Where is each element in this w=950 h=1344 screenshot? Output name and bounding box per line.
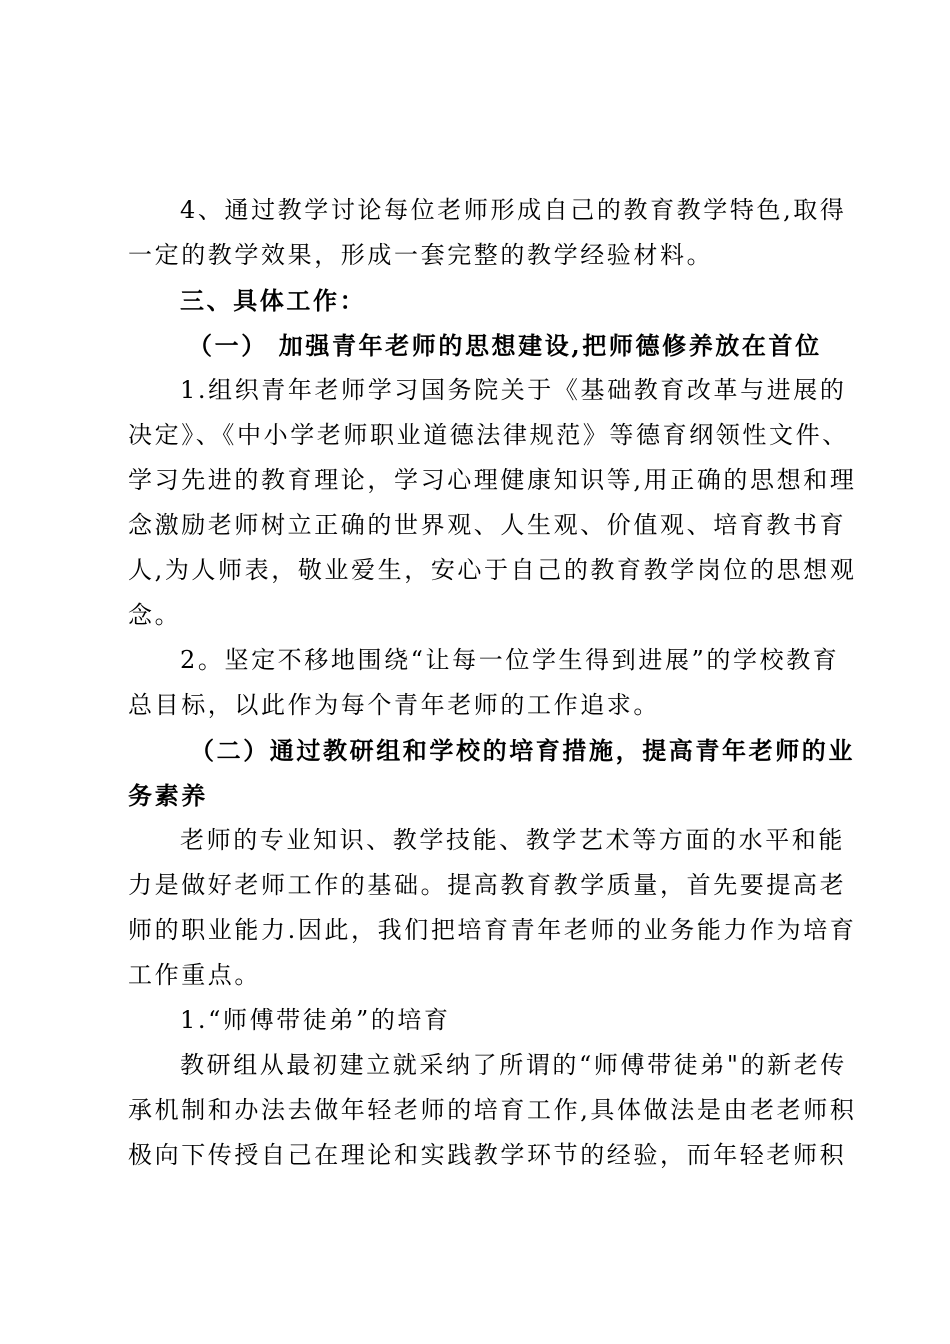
list-item-heading: 1.“师傅带徒弟”的培育 <box>180 1006 451 1034</box>
subsection-heading: （二）通过教研组和学校的培育措施，提高青年老师的业 <box>190 736 855 765</box>
paragraph-line: 1.组织青年老师学习国务院关于《基础教育改革与进展的 <box>180 376 847 404</box>
paragraph-line: 决定》、《中小学老师职业道德法律规范》等德育纲领性文件、 <box>128 421 849 449</box>
paragraph-line: 老师的专业知识、教学技能、教学艺术等方面的水平和能 <box>180 826 845 854</box>
section-heading: 三、具体工作： <box>180 286 367 315</box>
paragraph-line: 念激励老师树立正确的世界观、人生观、价值观、培育教书育 <box>128 511 847 539</box>
subsection-heading: （一） 加强青年老师的思想建设,把师德修养放在首位 <box>188 331 822 360</box>
document-page <box>128 188 857 1178</box>
paragraph-line: 总目标，以此作为每个青年老师的工作追求。 <box>128 691 660 719</box>
paragraph-line: 工作重点。 <box>128 961 261 989</box>
paragraph-line: 人,为人师表，敬业爱生，安心于自己的教育教学岗位的思想观 <box>128 556 857 584</box>
paragraph-line: 极向下传授自己在理论和实践教学环节的经验，而年轻老师积 <box>128 1141 847 1169</box>
paragraph-line: 念。 <box>128 601 182 629</box>
paragraph-line: 教研组从最初建立就采纳了所谓的“师傅带徒弟"的新老传 <box>180 1051 847 1079</box>
paragraph-line: 2。坚定不移地围绕“让每一位学生得到进展”的学校教育 <box>180 646 840 674</box>
paragraph-line: 一定的教学效果，形成一套完整的教学经验材料。 <box>128 241 714 269</box>
subsection-heading-continuation: 务素养 <box>128 781 208 810</box>
paragraph-line: 力是做好老师工作的基础。提高教育教学质量，首先要提高老 <box>128 871 847 899</box>
paragraph-line: 承机制和办法去做年轻老师的培育工作,具体做法是由老老师积 <box>128 1096 857 1124</box>
paragraph-line: 师的职业能力.因此，我们把培育青年老师的业务能力作为培育 <box>128 916 857 944</box>
paragraph-line: 学习先进的教育理论，学习心理健康知识等,用正确的思想和理 <box>128 466 857 494</box>
paragraph-line: 4、通过教学讨论每位老师形成自己的教育教学特色,取得 <box>180 196 847 224</box>
